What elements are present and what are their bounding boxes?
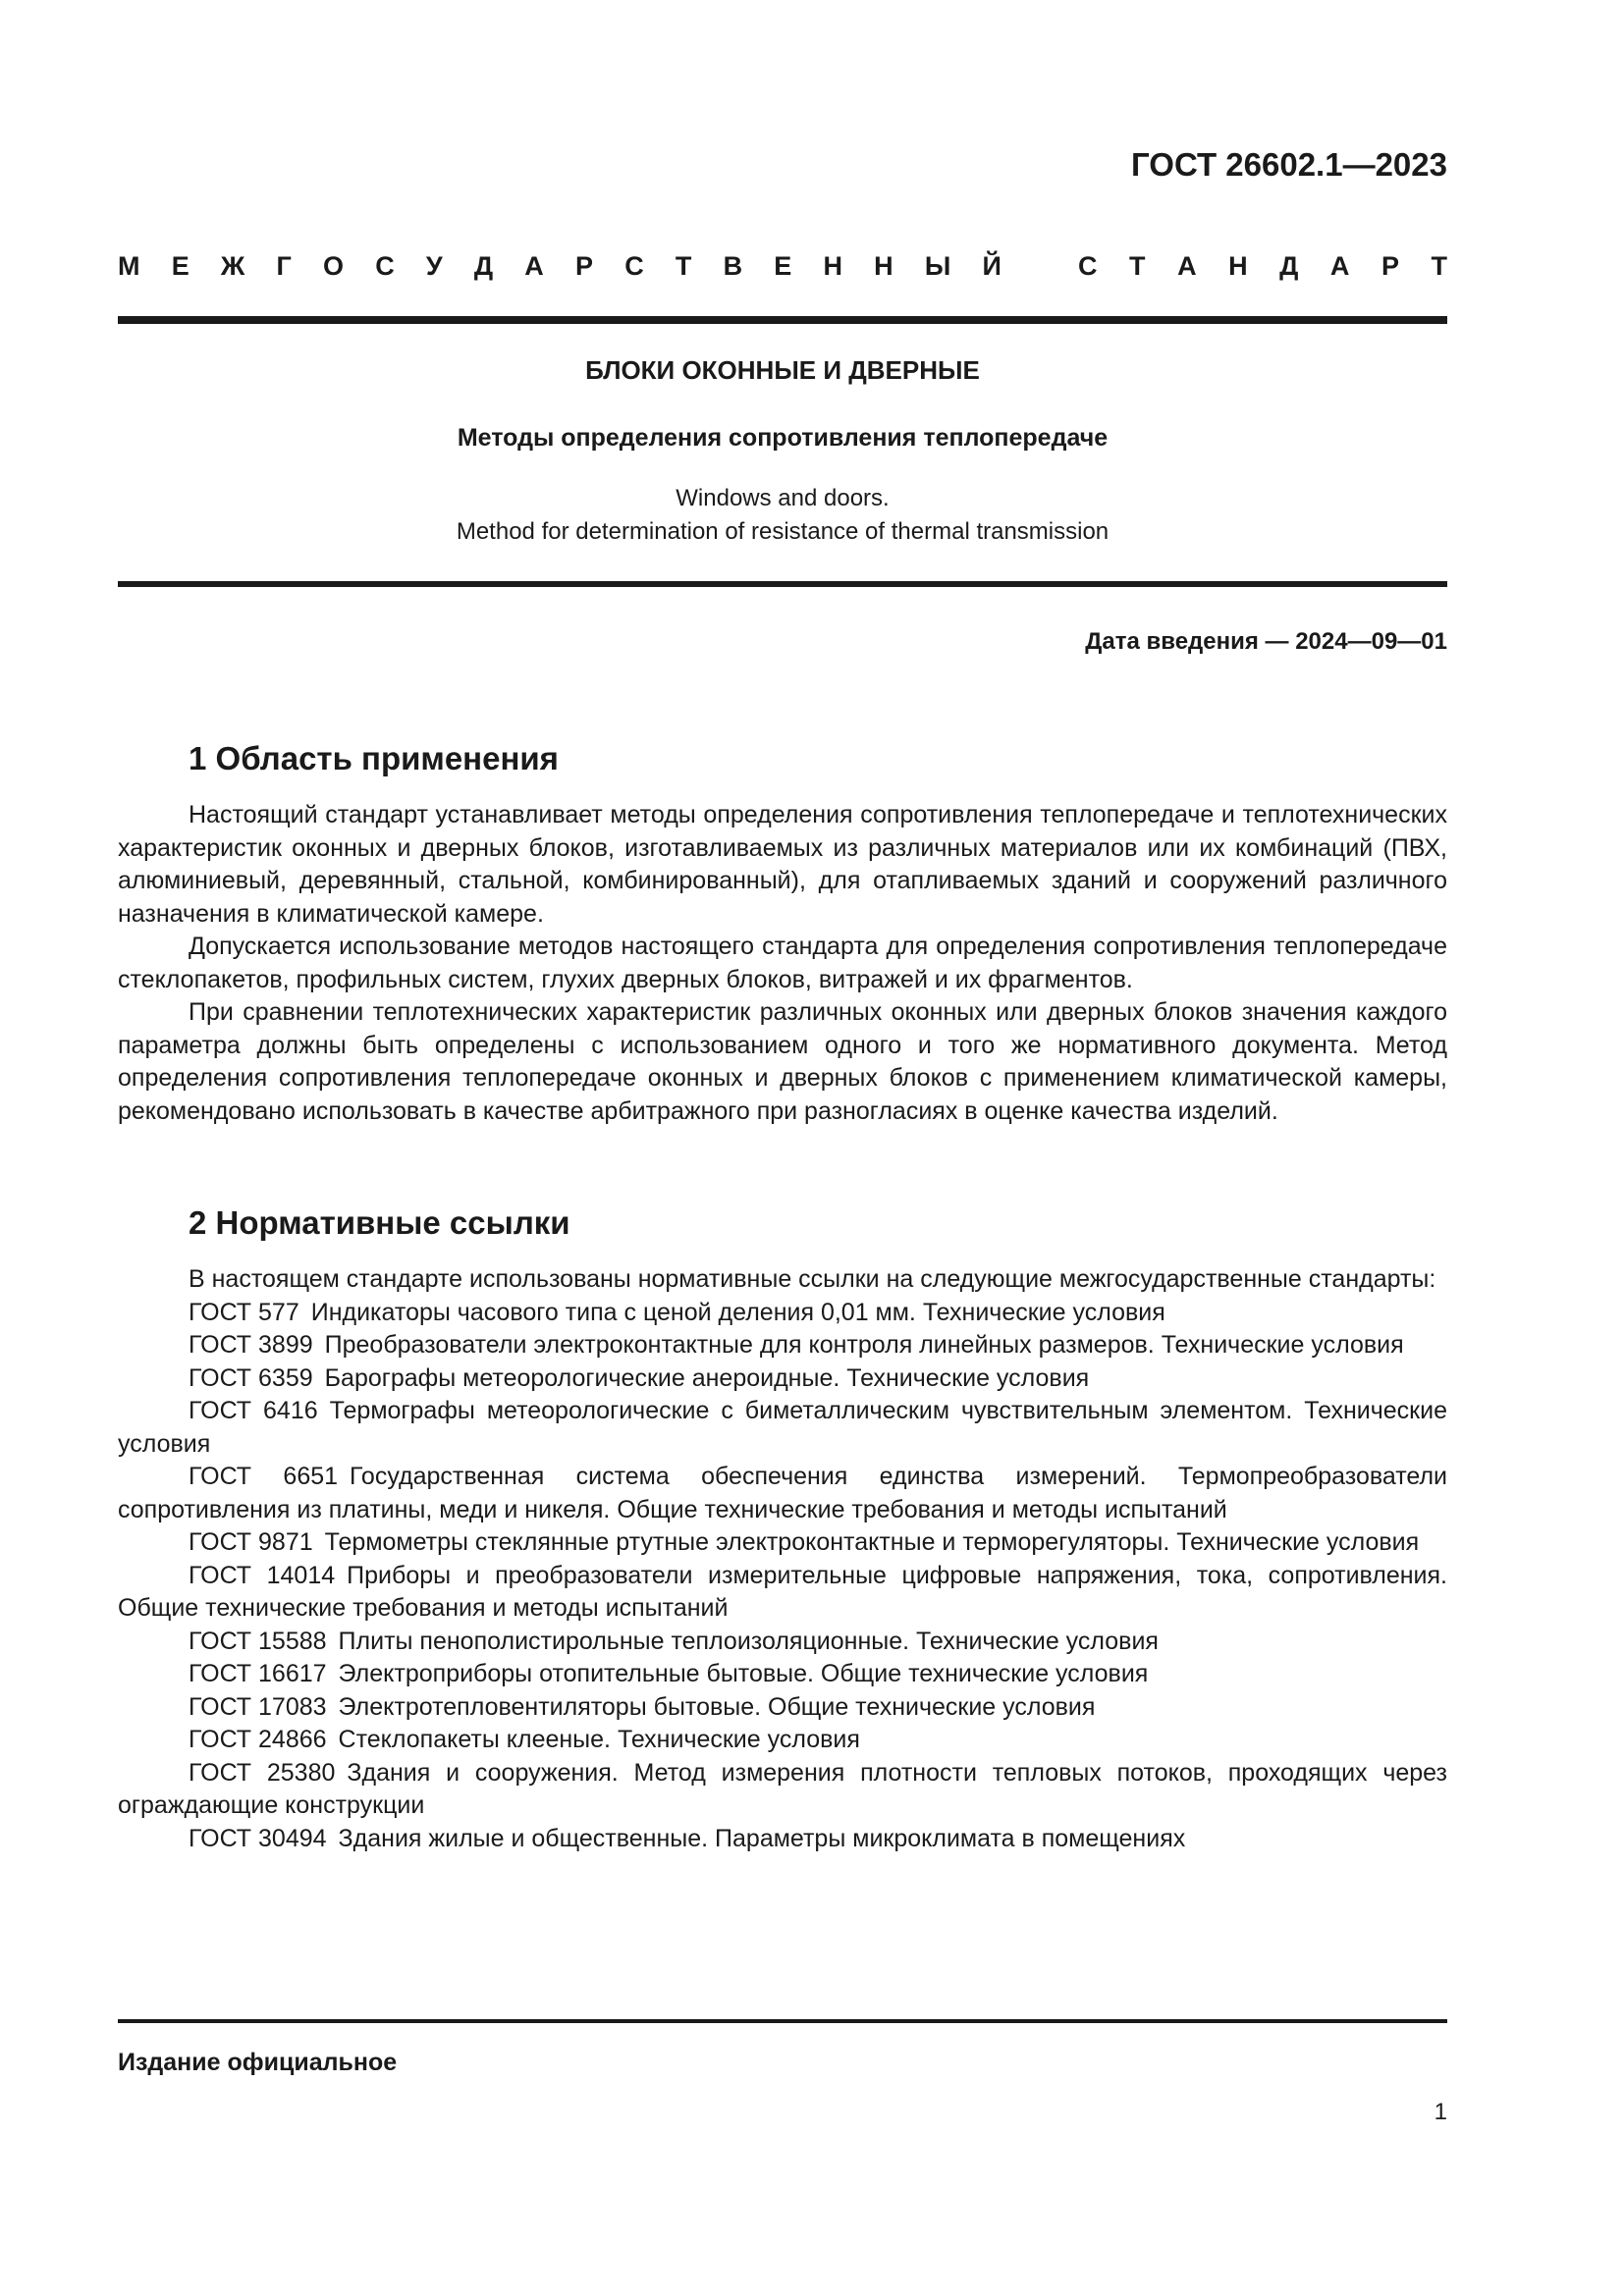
reference-title: Барографы метеорологические анероидные. Технические условия: [324, 1363, 1090, 1392]
reference-title: Электроприборы отопительные бытовые. Общие технические условия: [338, 1660, 1149, 1687]
scope-paragraph: Настоящий стандарт устанавливает методы определения сопротивления теплопередаче и теплотехнических характеристик оконных и дверных блоков, изготавливаемых из различных материалов или их комбинаций (ПВХ, алюминиевый, деревянный, стальной, комбинированный), для отапливаемых зданий и сооружений различного назначения в климатической камере.: [118, 801, 1447, 928]
standard-kind-word-2: С Т А Н Д А Р Т: [1078, 251, 1447, 281]
official-edition-label: Издание официальное: [118, 2049, 398, 2076]
english-title-line-2: Method for determination of resistance of thermal transmission: [456, 518, 1110, 545]
references-intro: В настоящем стандарте использованы нормативные ссылки на следующие межгосударственные стандарты:: [189, 1265, 1436, 1293]
reference-list: [118, 1297, 1447, 1856]
reference-item: [118, 1724, 1447, 1757]
reference-title: Приборы и преобразователи измерительные цифровые напряжения, тока, сопротивления. Общие технические требования и методы испытаний: [118, 1561, 1447, 1622]
reference-code: ГОСТ 6359: [189, 1363, 313, 1392]
reference-code: ГОСТ 3899: [189, 1331, 313, 1359]
reference-item: [118, 1297, 1447, 1330]
reference-code: ГОСТ 577: [189, 1298, 299, 1326]
reference-code: ГОСТ 30494: [189, 1824, 327, 1852]
reference-item: [118, 1658, 1447, 1691]
reference-item: [118, 1526, 1447, 1560]
title-block: [118, 353, 1447, 549]
reference-item: [118, 1395, 1447, 1461]
reference-code: ГОСТ 15588: [189, 1627, 327, 1655]
reference-title: Преобразователи электроконтактные для контроля линейных размеров. Технические условия: [324, 1331, 1404, 1359]
reference-title: Государственная система обеспечения единства измерений. Термопреобразователи сопротивления из платины, меди и никеля. Общие технические требования и методы испытаний: [118, 1463, 1448, 1523]
page-number: 1: [1434, 2099, 1447, 2125]
reference-title: Здания жилые и общественные. Параметры микроклимата в помещениях: [338, 1824, 1186, 1852]
reference-code: ГОСТ 24866: [189, 1726, 327, 1753]
reference-item: [118, 1461, 1447, 1526]
english-title: [118, 482, 1447, 549]
reference-item: [118, 1362, 1447, 1396]
title-divider: [118, 581, 1447, 587]
introduction-date: Дата введения — 2024—09—01: [1085, 628, 1447, 655]
reference-title: Стеклопакеты клееные. Технические условия: [338, 1726, 860, 1753]
reference-item: [118, 1823, 1447, 1856]
reference-title: Термометры стеклянные ртутные электроконтактные и терморегуляторы. Технические условия: [324, 1528, 1420, 1556]
reference-item: [118, 1329, 1447, 1362]
section-heading-references: 2 Нормативные ссылки: [189, 1204, 570, 1241]
section-scope: [118, 738, 1447, 1128]
document-title: БЛОКИ ОКОННЫЕ И ДВЕРНЫЕ: [585, 355, 980, 385]
reference-title: Электротепловентиляторы бытовые. Общие технические условия: [338, 1692, 1096, 1721]
reference-code: ГОСТ 17083: [189, 1692, 327, 1721]
reference-title: Плиты пенополистирольные теплоизоляционные. Технические условия: [338, 1627, 1159, 1655]
section-heading-scope: 1 Область применения: [189, 740, 559, 776]
document-subtitle: Методы определения сопротивления теплопередаче: [457, 424, 1109, 452]
reference-title: Индикаторы часового типа с ценой деления 0,01 мм. Технические условия: [310, 1298, 1165, 1326]
footer-divider: [118, 2019, 1447, 2023]
reference-item: [118, 1560, 1447, 1626]
reference-code: ГОСТ 25380: [189, 1758, 336, 1787]
document-code: ГОСТ 26602.1—2023: [1131, 146, 1447, 183]
scope-paragraph: Допускается использование методов настоящего стандарта для определения сопротивления теплопередаче стеклопакетов, профильных систем, глухих дверных блоков, витражей и их фрагментов.: [118, 933, 1447, 993]
reference-item: [118, 1626, 1447, 1659]
reference-code: ГОСТ 14014: [189, 1561, 336, 1589]
section-normative-references: [118, 1202, 1447, 1855]
reference-item: [118, 1757, 1447, 1823]
standard-kind-word-1: М Е Ж Г О С У Д А Р С Т В Е Н Н Ы Й: [118, 251, 1001, 281]
reference-title: Термографы метеорологические с биметаллическим чувствительным элементом. Технические условия: [118, 1397, 1447, 1458]
standard-kind-heading: [118, 249, 1447, 283]
reference-title: Здания и сооружения. Метод измерения плотности тепловых потоков, проходящих через ограждающие конструкции: [118, 1758, 1448, 1819]
reference-code: ГОСТ 6651: [189, 1463, 339, 1490]
scope-paragraph: При сравнении теплотехнических характеристик различных оконных или дверных блоков значения каждого параметра должны быть определены с использованием одного и того же нормативного документа. Метод определения сопротивления теплопередаче оконных и дверных блоков с применением климатической камеры, рекомендовано использовать в качестве арбитражного при разногласиях в оценке качества изделий.: [118, 998, 1447, 1125]
reference-item: [118, 1691, 1447, 1725]
top-divider: [118, 316, 1447, 324]
reference-code: ГОСТ 16617: [189, 1660, 327, 1687]
reference-code: ГОСТ 6416: [189, 1397, 318, 1424]
reference-code: ГОСТ 9871: [189, 1528, 313, 1556]
english-title-line-1: Windows and doors.: [676, 485, 890, 511]
